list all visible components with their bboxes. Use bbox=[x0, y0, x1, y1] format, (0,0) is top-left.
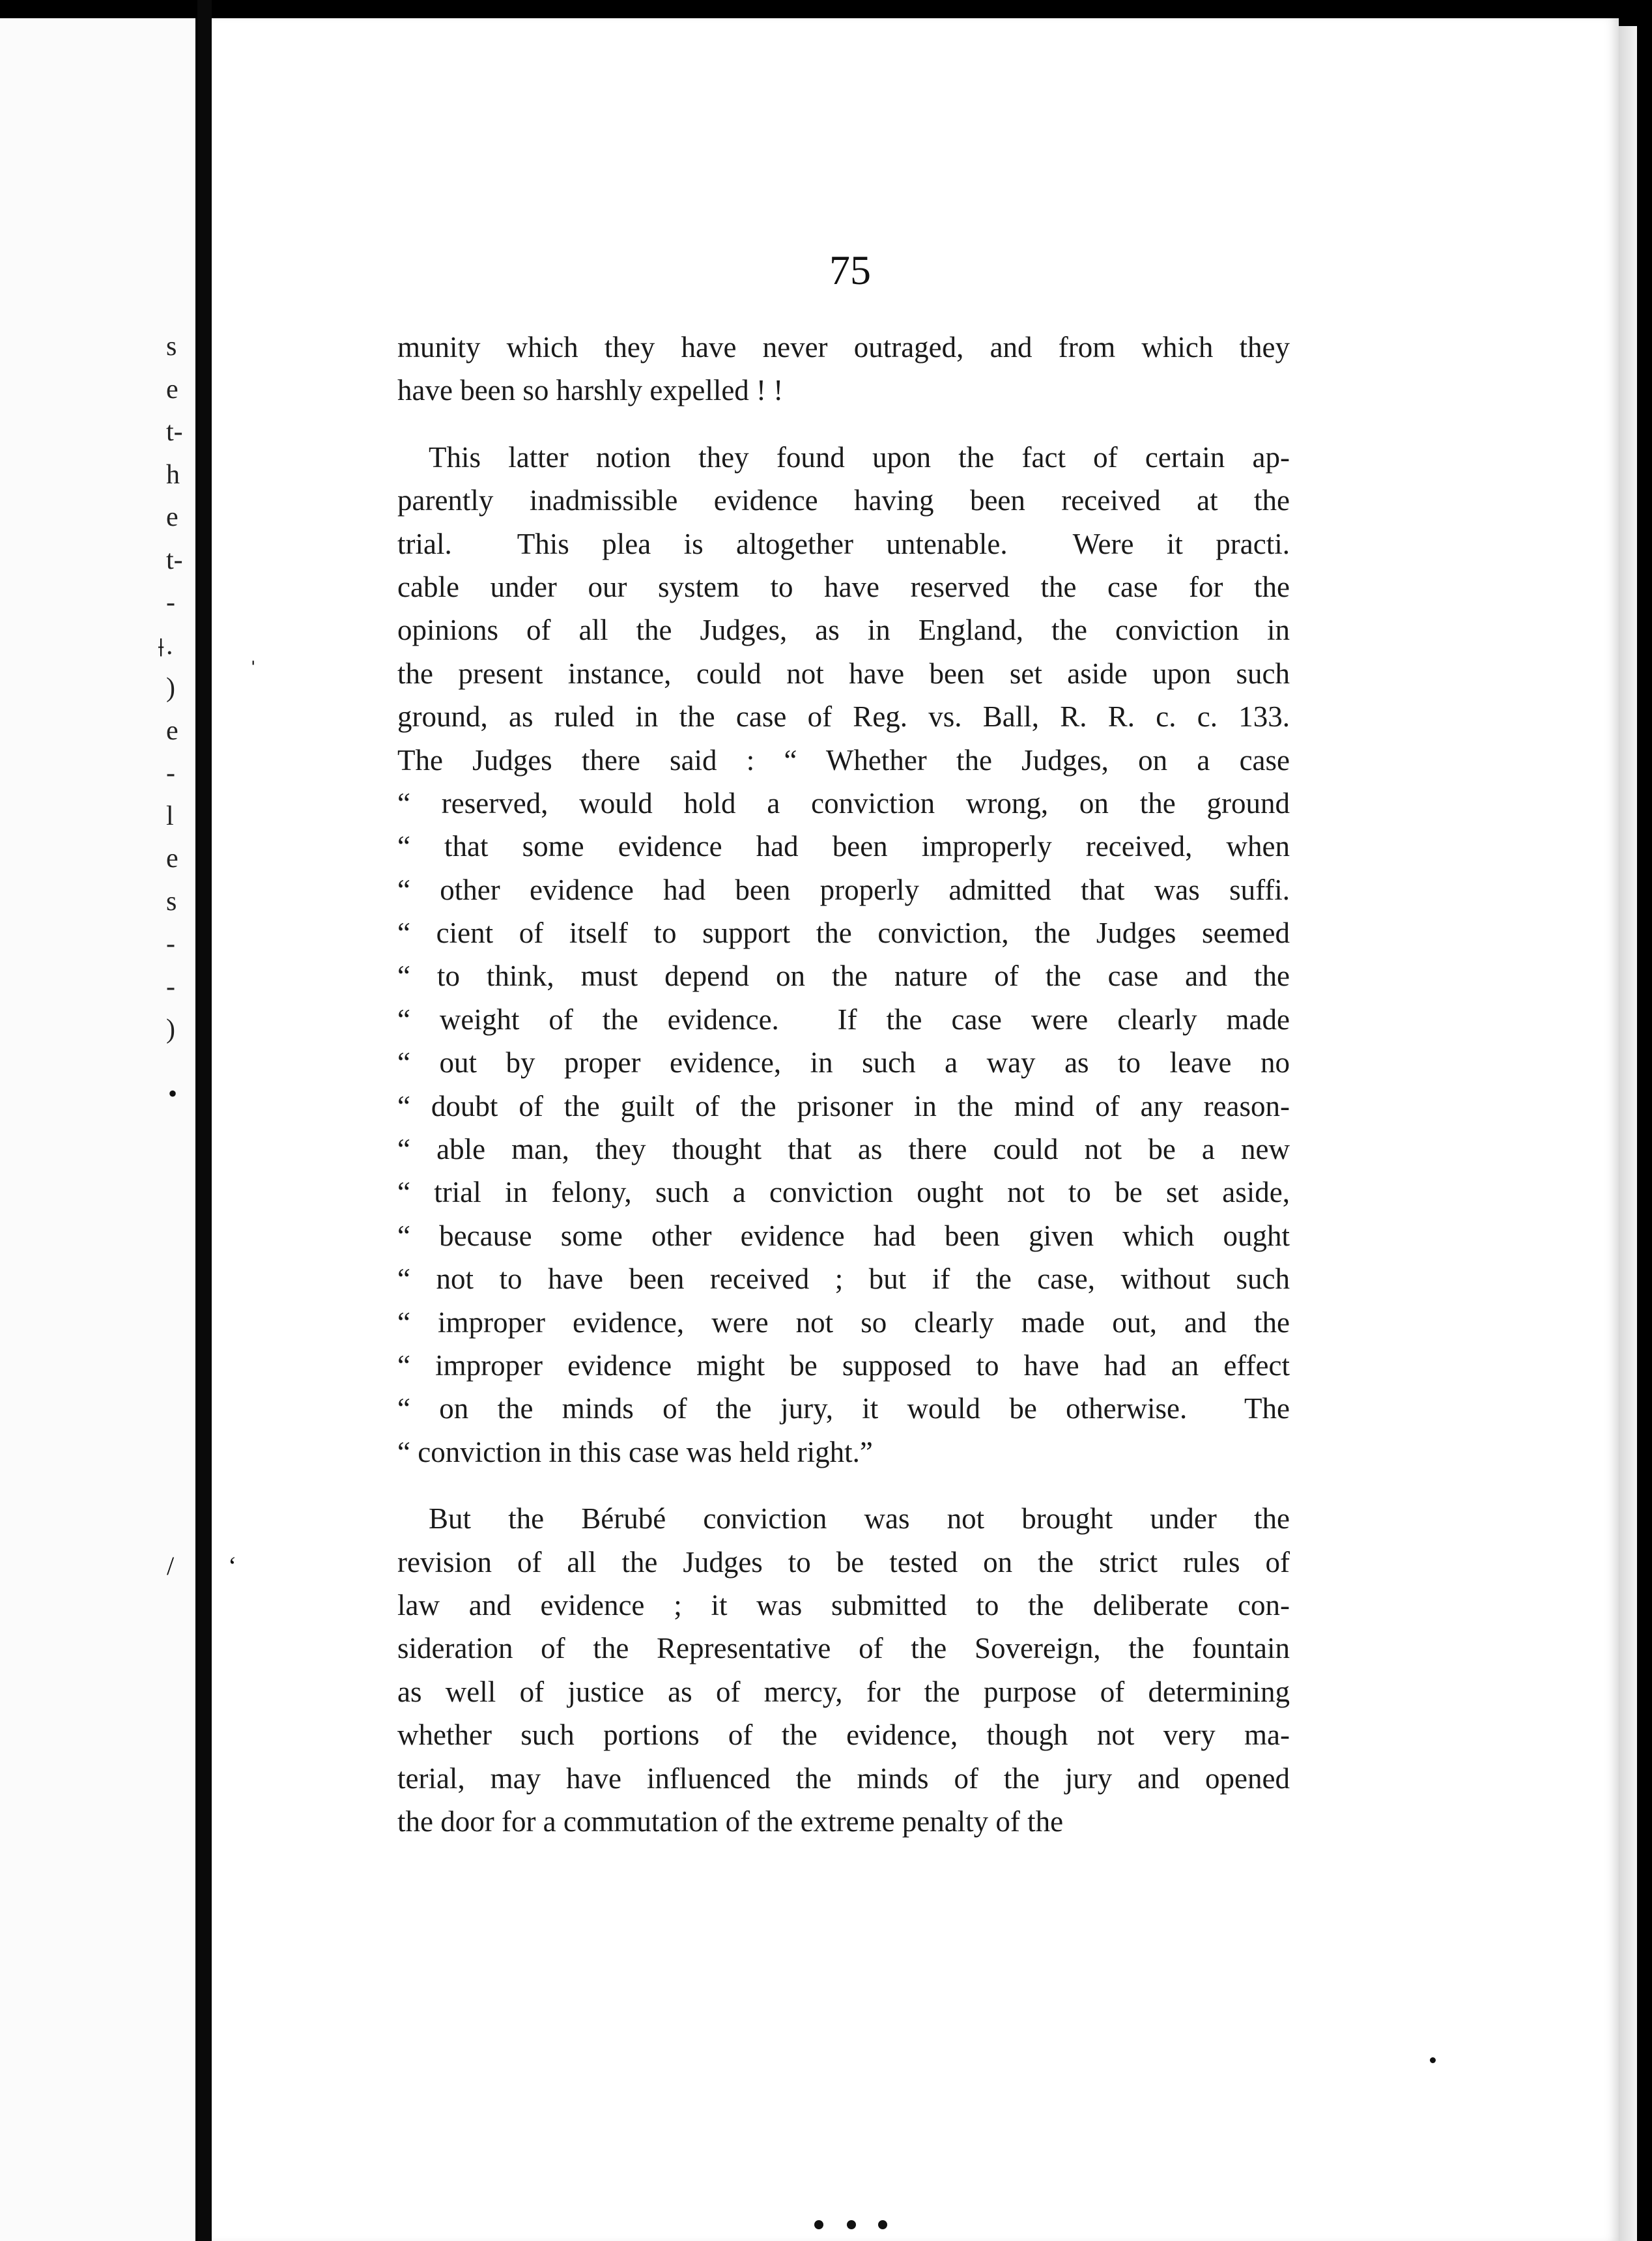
text-line: “ weight of the evidence. If the case were clearly made bbox=[397, 1003, 1290, 1036]
ink-speck bbox=[878, 2220, 887, 2229]
text-line: the door for a commutation of the extreme penalty of the bbox=[397, 1805, 1064, 1838]
text-line: opinions of all the Judges, as in England, the conviction in bbox=[397, 614, 1290, 647]
text-line: sideration of the Representative of the Sovereign, the fountain bbox=[397, 1632, 1290, 1665]
text-line: “ because some other evidence had been given which ought bbox=[397, 1219, 1290, 1252]
previous-page-letter: e bbox=[166, 502, 178, 532]
text-line: the present instance, could not have been set aside upon such bbox=[397, 657, 1290, 690]
text-line: “ not to have been received ; but if the case, without such bbox=[397, 1263, 1290, 1296]
previous-page-letter: t- bbox=[166, 417, 183, 447]
text-line: “ reserved, would hold a conviction wrong, on the ground bbox=[397, 786, 1290, 820]
text-line: “ to think, must depend on the nature of the case and the bbox=[397, 960, 1290, 993]
text-line: munity which they have never outraged, and from which they bbox=[397, 331, 1290, 364]
paragraph-gap bbox=[397, 412, 1290, 436]
text-line: ground, as ruled in the case of Reg. vs. Ball, R. R. c. c. 133. bbox=[397, 700, 1290, 734]
binding-gutter bbox=[197, 0, 212, 2241]
page-body-text bbox=[397, 326, 1290, 1843]
page-right-edge bbox=[1619, 26, 1637, 2241]
text-line: “ other evidence had been properly admitted that was suffi. bbox=[397, 873, 1290, 906]
margin-mark: ˌ bbox=[249, 636, 258, 665]
margin-mark: • bbox=[168, 1079, 178, 1108]
paragraph-gap bbox=[397, 1474, 1290, 1497]
text-line: The Judges there said : “ Whether the Judges, on a case bbox=[397, 743, 1290, 777]
text-line: “ improper evidence might be supposed to have had an effect bbox=[397, 1349, 1290, 1382]
text-line: as well of justice as of mercy, for the purpose of determining bbox=[397, 1675, 1290, 1708]
previous-page-letter: s bbox=[166, 332, 177, 362]
previous-page-text-fragments bbox=[166, 326, 192, 1051]
text-line: This latter notion they found upon the fact of certain ap- bbox=[429, 440, 1290, 474]
text-line: “ on the minds of the jury, it would be otherwise. The bbox=[397, 1392, 1290, 1425]
text-line: But the Bérubé conviction was not brought under the bbox=[429, 1502, 1290, 1535]
previous-page-letter: t- bbox=[166, 545, 183, 575]
previous-page-letter: l bbox=[166, 801, 174, 831]
text-line: “ that some evidence had been improperly received, when bbox=[397, 830, 1290, 863]
ink-speck bbox=[1430, 2057, 1436, 2063]
margin-mark: ⟊ bbox=[158, 633, 165, 662]
text-line: whether such portions of the evidence, though not very ma- bbox=[397, 1719, 1290, 1752]
text-line: “ trial in felony, such a conviction ought not to be set aside, bbox=[397, 1176, 1290, 1209]
ink-speck bbox=[847, 2220, 856, 2229]
text-line: “ cient of itself to support the conviction, the Judges seemed bbox=[397, 917, 1290, 950]
previous-page-letter: s bbox=[166, 886, 177, 917]
ink-speck bbox=[814, 2220, 823, 2229]
text-line: “ able man, they thought that as there could not be a new bbox=[397, 1133, 1290, 1166]
text-line: parently inadmissible evidence having been received at the bbox=[397, 484, 1290, 517]
text-line: “ out by proper evidence, in such a way as to leave no bbox=[397, 1046, 1290, 1079]
text-line: law and evidence ; it was submitted to the deliberate con- bbox=[397, 1588, 1290, 1621]
previous-page-letter: ) bbox=[166, 673, 175, 703]
text-line: have been so harshly expelled ! ! bbox=[397, 374, 784, 407]
margin-mark: / bbox=[167, 1551, 175, 1580]
margin-mark: ‘ bbox=[228, 1551, 237, 1580]
previous-page-letter: - bbox=[166, 929, 175, 959]
previous-page-letter: . bbox=[166, 630, 173, 661]
text-line: terial, may have influenced the minds of the jury and opened bbox=[397, 1762, 1290, 1795]
previous-page-letter: ) bbox=[166, 1014, 175, 1044]
text-line: “ improper evidence, were not so clearly made out, and the bbox=[397, 1306, 1290, 1339]
previous-page-letter: h bbox=[166, 459, 180, 490]
previous-page-letter: e bbox=[166, 374, 178, 405]
previous-page-letter: e bbox=[166, 715, 178, 746]
page-number: 75 bbox=[829, 247, 871, 293]
text-line: cable under our system to have reserved the case for the bbox=[397, 570, 1290, 603]
text-line: “ doubt of the guilt of the prisoner in the mind of any reason- bbox=[397, 1089, 1290, 1122]
previous-page-letter: - bbox=[166, 588, 175, 618]
previous-page-letter: - bbox=[166, 758, 175, 788]
text-line: trial. This plea is altogether untenable. Were it practi. bbox=[397, 527, 1290, 560]
previous-page-letter: - bbox=[166, 971, 175, 1002]
text-line: “ conviction in this case was held right.” bbox=[397, 1435, 873, 1468]
previous-page-letter: e bbox=[166, 844, 178, 874]
text-line: revision of all the Judges to be tested on the strict rules of bbox=[397, 1545, 1290, 1578]
